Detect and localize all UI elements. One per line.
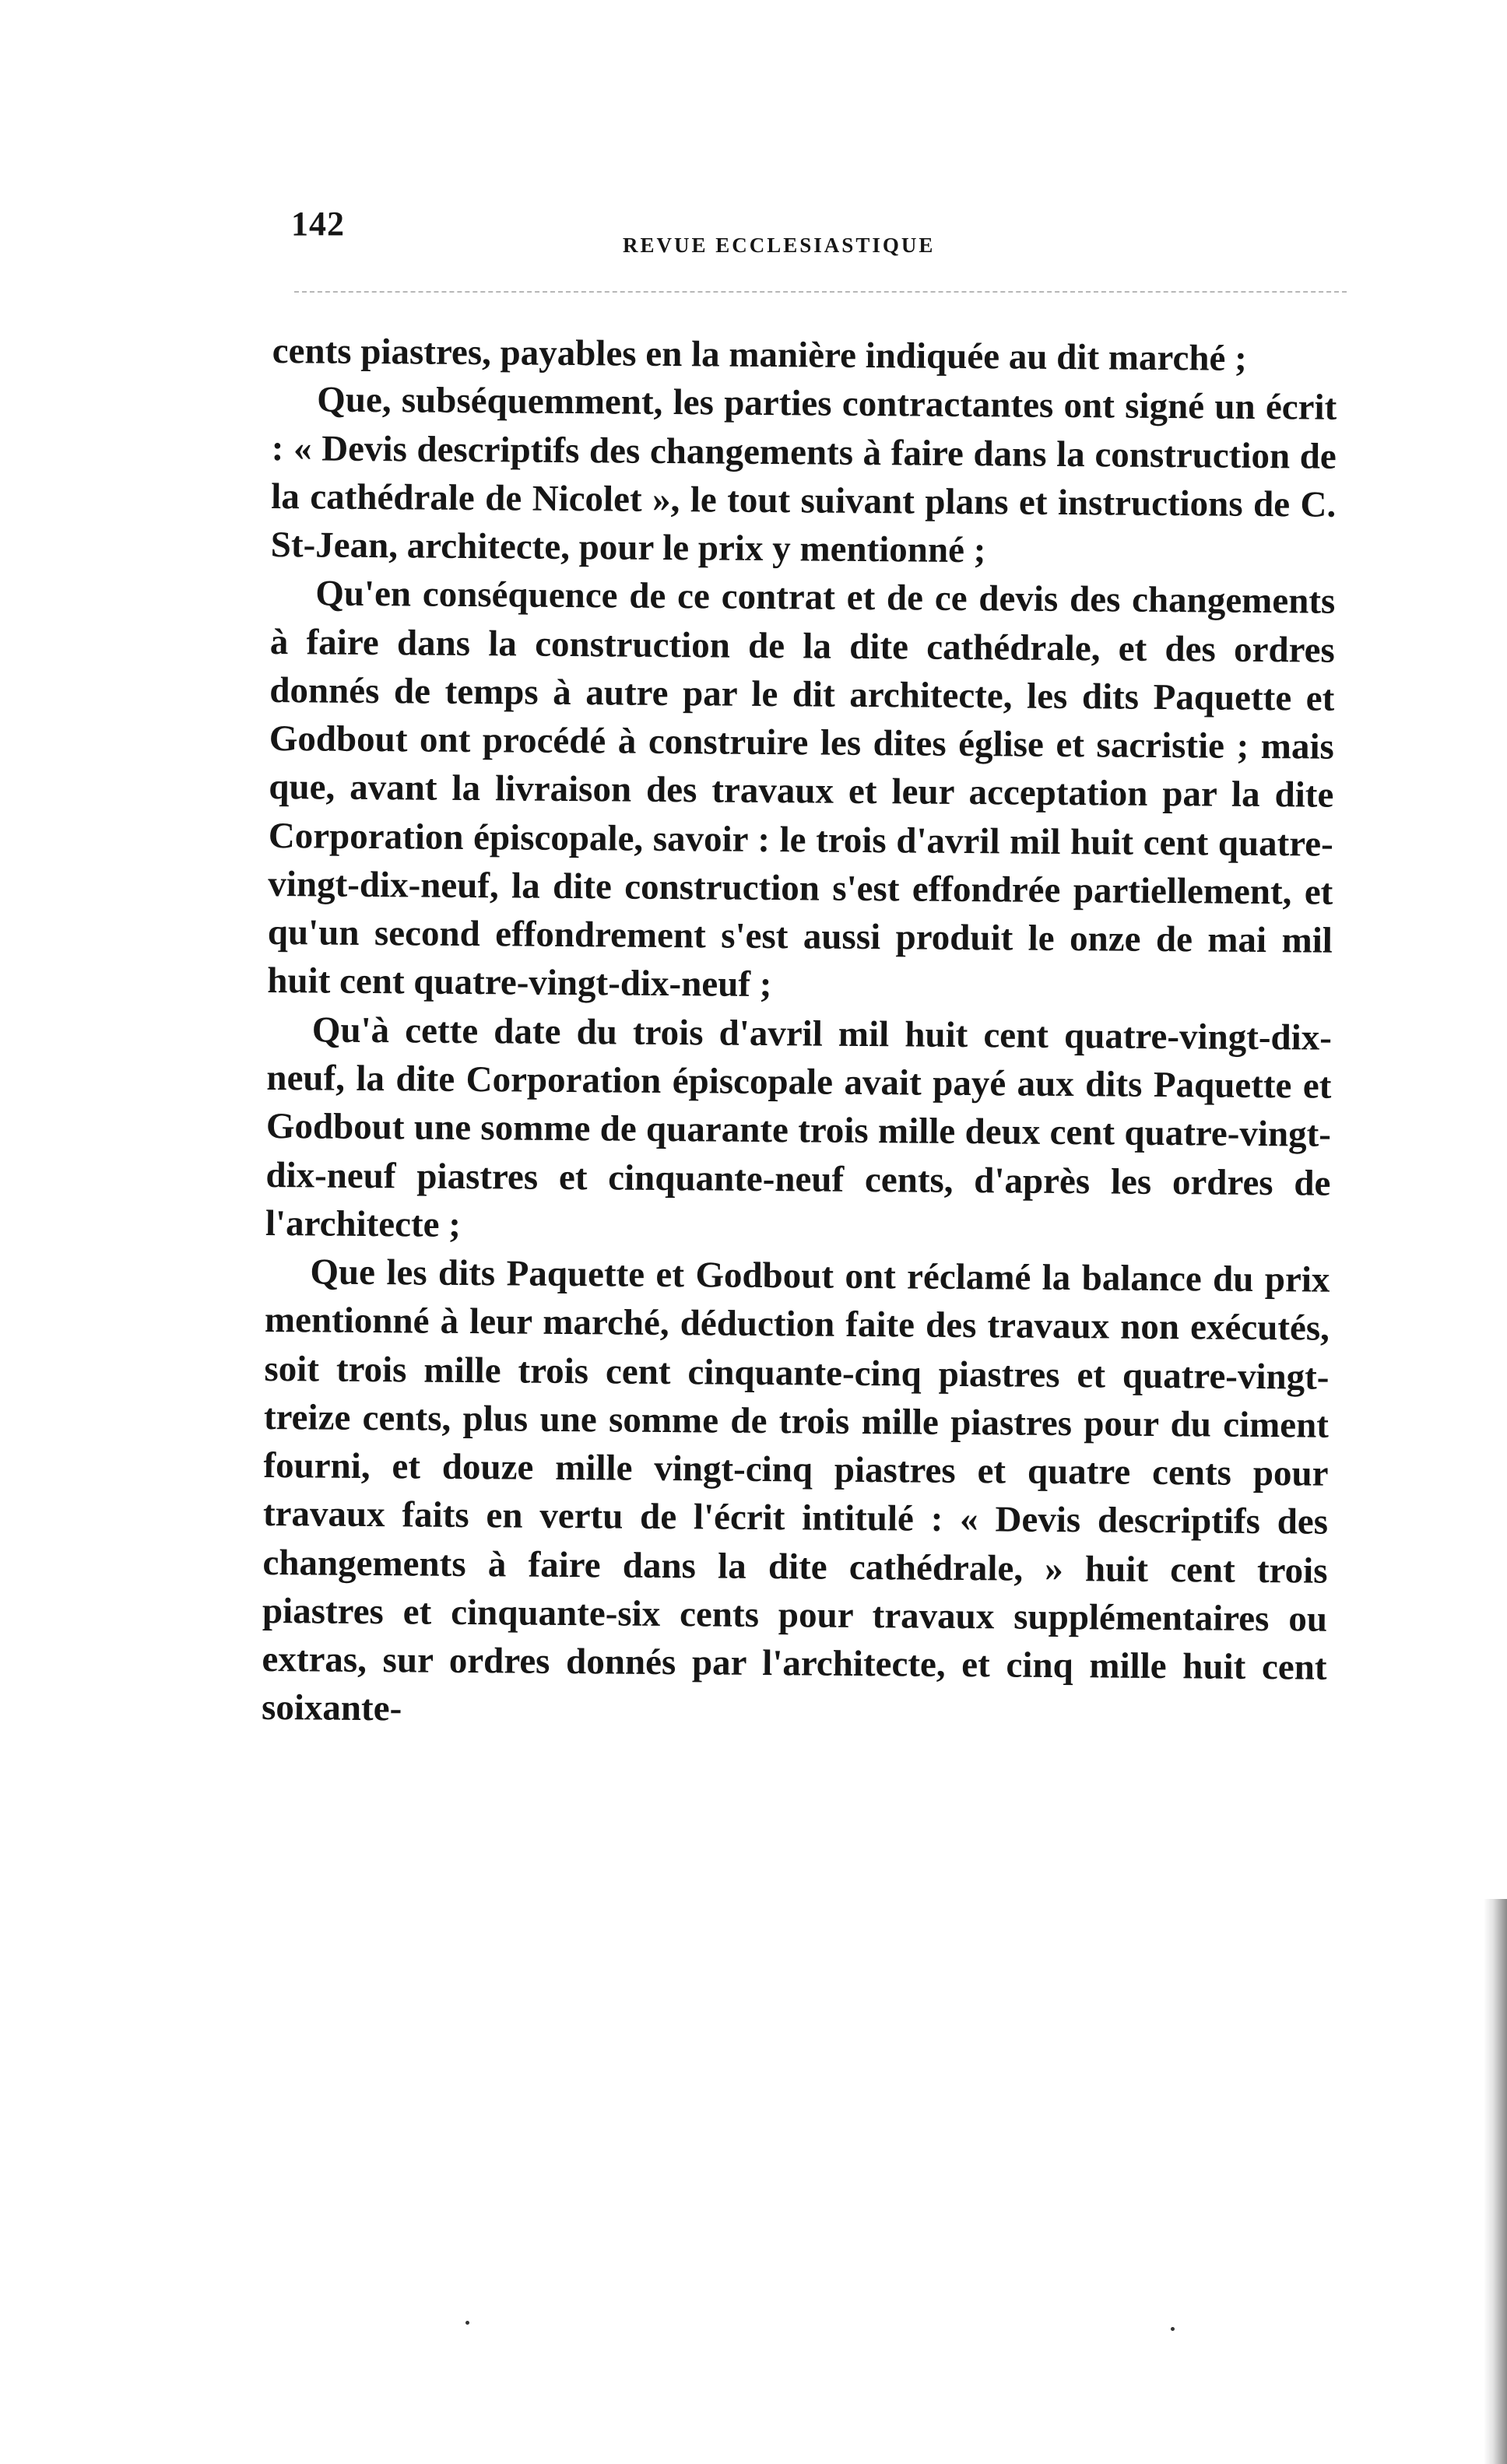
body-text xyxy=(262,327,1337,1740)
paragraph: Que les dits Paquette et Godbout ont réclamé la balance du prix mentionné à leur marché, déduction faite des travaux non exécutés, soit trois mille trois cent cinquante-cinq piastres et quatre-vingt-treize cents, plus une somme de trois mille piastres pour du ciment fourni, et douze mille vingt-cinq piastres et quatre cents pour travaux faits en vertu de l'écrit intitulé : « Devis descriptifs des changements à faire dans la dite cathédrale, » huit cent trois piastres et cinquante-six cents pour travaux supplémentaires ou extras, sur ordres donnés par l'architecte, et cinq mille huit cent soixante- xyxy=(261,1251,1330,1729)
scan-speck xyxy=(1171,2327,1175,2331)
paragraph: Qu'à cette date du trois d'avril mil huit cent quatre-vingt-dix-neuf, la dite Corporation épiscopale avait payé aux dits Paquette et Godbout une somme de quarante trois mille deux cent quatre-vingt-dix-neuf piastres et cinquante-neuf cents, d'après les ordres de l'architecte ; xyxy=(265,1009,1333,1245)
paragraph: Qu'en conséquence de ce contrat et de ce devis des changements à faire dans la construction de la dite cathédrale, et des ordres donnés de temps à autre par le dit architecte, les dits Paquette et Godbout ont procédé à construire les dites église et sacristie ; mais que, avant la livraison des travaux et leur acceptation par la dite Corporation épiscopale, savoir : le trois d'avril mil huit cent quatre-vingt-dix-neuf, la dite construction s'est effondrée partiellement, et qu'un second effondrement s'est aussi produit le onze de mai mil huit cent quatre-vingt-dix-neuf ; xyxy=(267,573,1336,1006)
paragraph-continued: cents piastres, payables en la manière indiquée au dit marché ; xyxy=(272,330,1247,379)
running-title: REVUE ECCLESIASTIQUE xyxy=(623,233,936,257)
page-number: 142 xyxy=(291,205,345,243)
header-rule xyxy=(294,291,1347,293)
scan-speck xyxy=(465,2321,469,2325)
scan-edge-shadow xyxy=(1484,1899,1507,2464)
paragraph: Que, subséquemment, les parties contractantes ont signé un écrit : « Devis descriptifs des changements à faire dans la construction de la cathédrale de Nicolet », le tout suivant plans et instructions de C. St-Jean, architecte, pour le prix y mentionné ; xyxy=(270,379,1337,571)
